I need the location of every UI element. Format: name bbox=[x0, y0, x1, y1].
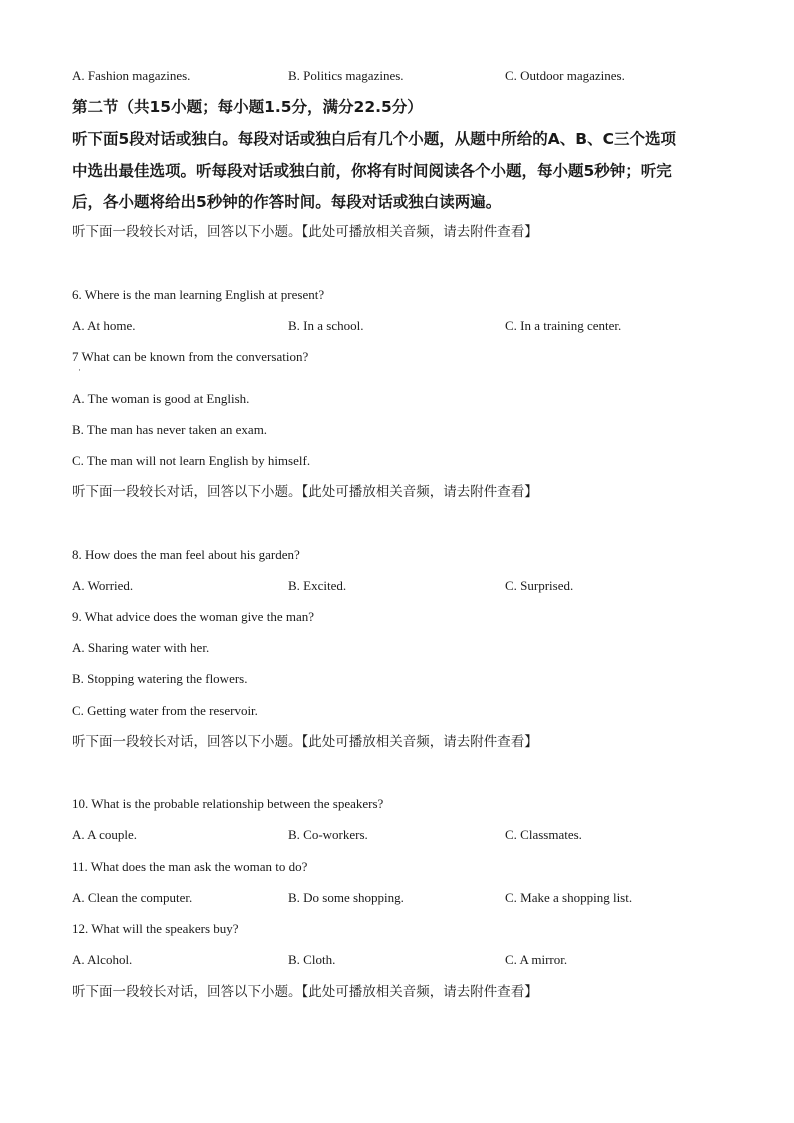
question-6: 6. Where is the man learning English at present? bbox=[72, 287, 325, 302]
q7-option-a: A. The woman is good at English. bbox=[72, 391, 250, 406]
question-8: 8. How does the man feel about his garden? bbox=[72, 547, 300, 562]
q8-option-a: A. Worried. bbox=[72, 578, 134, 593]
question-9: 9. What advice does the woman give the man? bbox=[72, 609, 314, 624]
q11-option-a: A. Clean the computer. bbox=[72, 890, 193, 905]
question-7: 7 What can be known from the conversation? bbox=[72, 349, 309, 364]
listen-note: 听下面一段较长对话，回答以下小题。【此处可播放相关音频，请去附件查看】 bbox=[72, 734, 538, 750]
section-title: 第二节（共15小题；每小题1.5分，满分22.5分） bbox=[72, 98, 423, 116]
q9-option-c: C. Getting water from the reservoir. bbox=[72, 703, 258, 718]
q10-option-a: A. A couple. bbox=[72, 827, 137, 842]
section-instructions-line-3: 后，各小题将给出5秒钟的作答时间。每段对话或独白读两遍。 bbox=[72, 193, 502, 211]
q9-option-b: B. Stopping watering the flowers. bbox=[72, 671, 248, 686]
q7-number-dot: · bbox=[78, 365, 81, 375]
q10-option-b: B. Co-workers. bbox=[288, 827, 368, 842]
q6-option-b: B. In a school. bbox=[288, 318, 364, 333]
q12-option-c: C. A mirror. bbox=[505, 952, 568, 967]
q5-option-a: A. Fashion magazines. bbox=[72, 68, 191, 83]
question-10: 10. What is the probable relationship between the speakers? bbox=[72, 796, 384, 811]
q10-option-c: C. Classmates. bbox=[505, 827, 582, 842]
listen-note: 听下面一段较长对话，回答以下小题。【此处可播放相关音频，请去附件查看】 bbox=[72, 224, 538, 240]
q11-option-c: C. Make a shopping list. bbox=[505, 890, 633, 905]
q6-option-c: C. In a training center. bbox=[505, 318, 622, 333]
question-12: 12. What will the speakers buy? bbox=[72, 921, 239, 936]
section-instructions-line-2: 中选出最佳选项。听每段对话或独白前，你将有时间阅读各个小题，每小题5秒钟；听完 bbox=[72, 162, 672, 180]
q5-option-c: C. Outdoor magazines. bbox=[505, 68, 625, 83]
listen-note: 听下面一段较长对话，回答以下小题。【此处可播放相关音频，请去附件查看】 bbox=[72, 984, 538, 1000]
section-instructions-line-1: 听下面5段对话或独白。每段对话或独白后有几个小题，从题中所给的A、B、C三个选项 bbox=[72, 130, 676, 148]
q7-option-c: C. The man will not learn English by himself. bbox=[72, 453, 311, 468]
q6-option-a: A. At home. bbox=[72, 318, 136, 333]
q7-option-b: B. The man has never taken an exam. bbox=[72, 422, 268, 437]
q8-option-c: C. Surprised. bbox=[505, 578, 574, 593]
q12-option-a: A. Alcohol. bbox=[72, 952, 133, 967]
question-11: 11. What does the man ask the woman to do? bbox=[72, 859, 308, 874]
q8-option-b: B. Excited. bbox=[288, 578, 347, 593]
q9-option-a: A. Sharing water with her. bbox=[72, 640, 210, 655]
listen-note: 听下面一段较长对话，回答以下小题。【此处可播放相关音频，请去附件查看】 bbox=[72, 484, 538, 500]
q5-option-b: B. Politics magazines. bbox=[288, 68, 404, 83]
q11-option-b: B. Do some shopping. bbox=[288, 890, 404, 905]
q12-option-b: B. Cloth. bbox=[288, 952, 336, 967]
